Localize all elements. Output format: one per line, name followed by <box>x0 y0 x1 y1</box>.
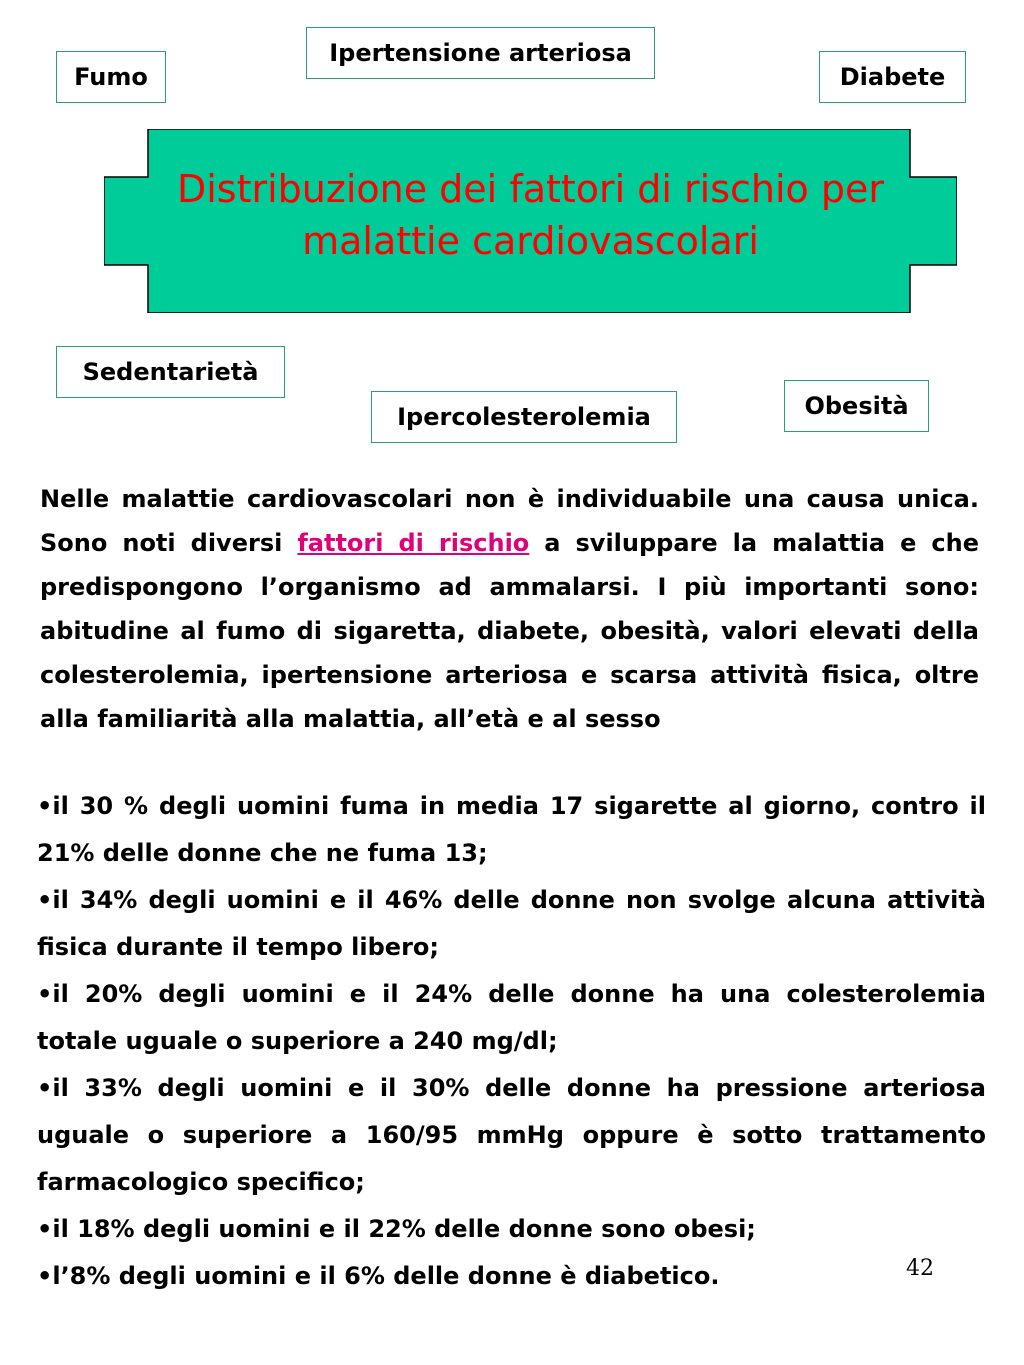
title-line-2: malattie cardiovascolari <box>302 219 759 263</box>
intro-text-after-link: a sviluppare la malattia e che predispongono l’organismo ad ammalarsi. I più importanti sono: abitudine al fumo di sigaretta, diabete, obesità, valori elevati della colesterolemia, ipertensione arteriosa e scarsa attività fisica, oltre alla familiarità alla malattia, all’età e al sesso <box>40 529 979 733</box>
statistic-item: •il 33% degli uomini e il 30% delle donne ha pressione arteriosa uguale o superiore a 160/95 mmHg oppure è sotto trattamento farmacologico specifico; <box>37 1074 986 1196</box>
risk-factor-label: Sedentarietà <box>82 358 259 386</box>
risk-factor-label: Obesità <box>804 392 909 420</box>
statistics-list <box>37 783 986 1300</box>
page-number: 42 <box>906 1256 934 1281</box>
statistic-item: •l’8% degli uomini e il 6% delle donne è diabetico. <box>37 1262 720 1290</box>
intro-paragraph <box>40 477 979 741</box>
risk-factor-label: Fumo <box>74 63 148 91</box>
page-title <box>104 129 957 313</box>
risk-factor-obesita <box>784 380 929 432</box>
statistic-item: •il 18% degli uomini e il 22% delle donne sono obesi; <box>37 1215 756 1243</box>
statistic-item: •il 34% degli uomini e il 46% delle donne non svolge alcuna attività fisica durante il tempo libero; <box>37 886 986 961</box>
statistic-item: •il 20% degli uomini e il 24% delle donne ha una colesterolemia totale uguale o superiore a 240 mg/dl; <box>37 980 986 1055</box>
risk-factor-ipercolesterolemia <box>371 391 677 443</box>
title-plaque <box>104 129 957 313</box>
risk-factor-sedentarieta <box>56 346 285 398</box>
title-line-1: Distribuzione dei fattori di rischio per <box>176 167 885 211</box>
risk-factor-diabete <box>819 51 966 103</box>
risk-factor-label: Diabete <box>839 63 946 91</box>
intro-text-before-link: Nelle malattie cardiovascolari non è individuabile una causa unica. Sono noti diversi <box>40 485 979 557</box>
risk-factor-fumo <box>56 51 166 103</box>
risk-factor-ipertensione <box>306 27 655 79</box>
statistic-item: •il 30 % degli uomini fuma in media 17 sigarette al giorno, contro il 21% delle donne che ne fuma 13; <box>37 792 986 867</box>
risk-factors-link[interactable]: fattori di rischio <box>297 529 530 557</box>
risk-factor-label: Ipertensione arteriosa <box>329 39 632 67</box>
risk-factor-label: Ipercolesterolemia <box>397 403 651 431</box>
